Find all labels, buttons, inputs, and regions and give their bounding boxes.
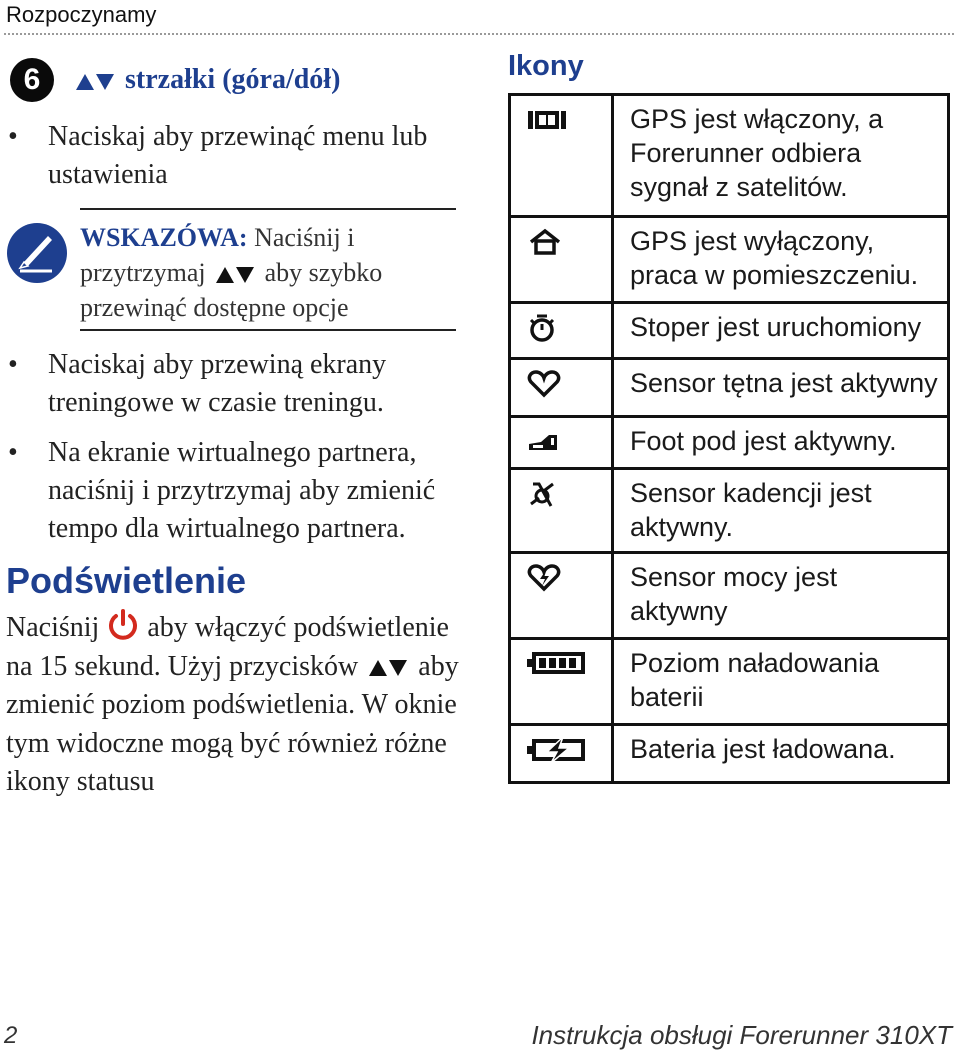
tip-label: WSKAZÓWA: xyxy=(80,223,248,252)
table-row xyxy=(510,303,949,359)
left-column xyxy=(6,50,476,802)
table-row xyxy=(510,469,949,553)
key-number-badge: 6 xyxy=(10,58,54,102)
tip-callout xyxy=(6,208,476,330)
table-row xyxy=(510,725,949,783)
table-row xyxy=(510,359,949,417)
key-title-text: strzałki (góra/dół) xyxy=(125,64,341,95)
icons-table xyxy=(508,93,950,784)
section-paragraph: Naciśnij aby włączyć podświetlenie na 15 sekund. Użyj przycisków aby zmienić poziom podświetlenia. W oknie tym widoczne mogą być również różne ikony statusu xyxy=(6,608,466,802)
key-heading xyxy=(6,50,476,110)
table-row xyxy=(510,639,949,725)
header-divider xyxy=(4,33,954,35)
table-row xyxy=(510,417,949,469)
home-icon xyxy=(527,228,563,256)
up-down-arrows-icon xyxy=(216,255,254,290)
icon-description: Sensor tętna jest aktywny xyxy=(613,359,949,417)
table-row xyxy=(510,217,949,303)
shoe-icon xyxy=(527,432,561,454)
icon-description: Stoper jest uruchomiony xyxy=(613,303,949,359)
up-down-arrows-icon xyxy=(76,64,114,96)
bike-cadence-icon xyxy=(527,480,557,510)
heart-icon xyxy=(527,370,561,398)
icon-description: Bateria jest ładowana. xyxy=(613,725,949,783)
icon-description: Poziom naładowania baterii xyxy=(613,639,949,725)
icon-description: Sensor mocy jest aktywny xyxy=(613,553,949,639)
icon-description: GPS jest wyłączony, praca w pomieszczeniu. xyxy=(613,217,949,303)
right-column xyxy=(508,50,952,784)
key-title xyxy=(72,64,340,96)
icon-description: GPS jest włączony, a Forerunner odbiera sygnał z satelitów. xyxy=(613,95,949,217)
bullet-text: Naciskaj aby przewiną ekrany treningowe w czasie treningu. xyxy=(48,349,387,418)
table-row xyxy=(510,95,949,217)
list-item: • Naciskaj aby przewinąć menu lub ustawienia xyxy=(8,121,428,190)
icons-table-title: Ikony xyxy=(508,50,584,82)
bullet-text: Na ekranie wirtualnego partnera, naciśnij i przytrzymaj aby zmienić tempo dla wirtualnego partnera. xyxy=(48,437,436,544)
running-head: Rozpoczynamy xyxy=(6,2,157,27)
power-icon xyxy=(106,608,140,642)
list-item: • Naciskaj aby przewiną ekrany treningowe w czasie treningu. xyxy=(8,349,387,418)
tip-pencil-icon xyxy=(6,222,68,284)
battery-charging-icon xyxy=(527,736,587,764)
up-down-arrows-icon xyxy=(369,648,407,687)
stopwatch-icon xyxy=(527,314,557,342)
page-number: 2 xyxy=(4,1022,18,1049)
table-row xyxy=(510,553,949,639)
icon-description: Sensor kadencji jest aktywny. xyxy=(613,469,949,553)
footer-title: Instrukcja obsługi Forerunner 310XT xyxy=(531,1020,952,1050)
battery-icon xyxy=(527,650,587,676)
gps-satellite-icon xyxy=(527,108,567,132)
power-heart-icon xyxy=(527,564,561,592)
icon-description: Foot pod jest aktywny. xyxy=(613,417,949,469)
list-item: • Na ekranie wirtualnego partnera, naciśnij i przytrzymaj aby zmienić tempo dla wirtualnego partnera. xyxy=(8,437,436,544)
bullet-text: Naciskaj aby przewinąć menu lub ustawienia xyxy=(48,121,428,190)
tip-text: WSKAZÓWA: Naciśnij i przytrzymaj aby szybko przewinąć dostępne opcje xyxy=(80,208,456,331)
section-title: Podświetlenie xyxy=(6,560,247,601)
